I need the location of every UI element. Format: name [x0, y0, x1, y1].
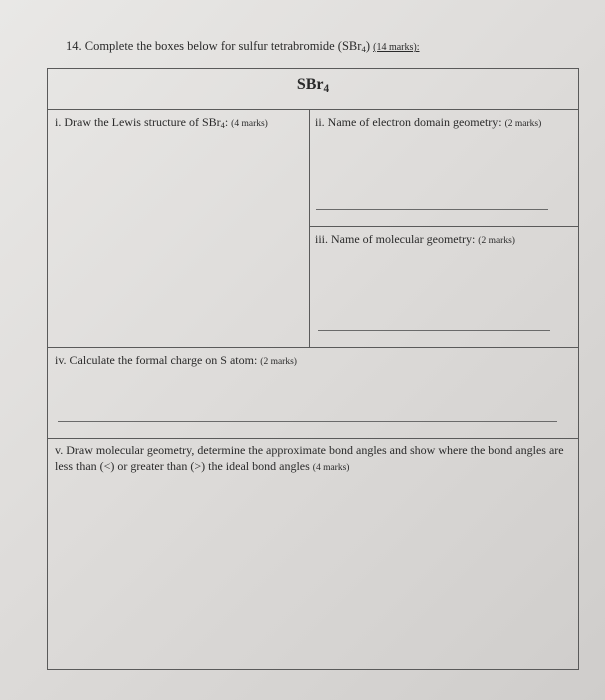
lewis-structure-label	[55, 115, 268, 130]
molecular-geometry-label	[315, 232, 515, 247]
question-text-after: )	[365, 39, 370, 53]
lewis-column-divider	[309, 109, 310, 347]
lewis-label-after: :	[224, 115, 229, 129]
formal-charge-text: iv. Calculate the formal charge on S atom:	[55, 353, 258, 367]
lewis-label-subscript: 4	[220, 121, 225, 131]
electron-domain-label	[315, 115, 541, 130]
molecular-geometry-answer-line[interactable]	[318, 330, 550, 331]
lewis-label-text: i. Draw the Lewis structure of SBr	[55, 115, 221, 129]
formal-charge-marks: (2 marks)	[260, 357, 297, 367]
question-heading	[66, 39, 420, 54]
formal-charge-divider	[48, 347, 578, 348]
table-title-main: SBr	[296, 76, 324, 93]
lewis-marks: (4 marks)	[231, 119, 268, 129]
table-title	[48, 76, 578, 94]
bond-angles-label	[55, 442, 569, 476]
formal-charge-label	[55, 353, 297, 368]
electron-domain-text: ii. Name of electron domain geometry:	[315, 115, 502, 129]
bond-angles-divider	[48, 438, 578, 439]
title-divider	[48, 109, 578, 110]
worksheet-table	[47, 68, 579, 670]
bond-angles-text: v. Draw molecular geometry, determine the approximate bond angles and show where the bond angles are less than (<) or greater than (>) the ideal bond angles	[55, 443, 564, 473]
molecular-geometry-marks: (2 marks)	[478, 236, 515, 246]
question-marks: (14 marks):	[373, 42, 420, 53]
electron-domain-answer-line[interactable]	[316, 209, 548, 210]
geometry-row-divider	[309, 226, 578, 227]
formal-charge-answer-line[interactable]	[58, 421, 557, 422]
question-text: 14. Complete the boxes below for sulfur tetrabromide (SBr	[66, 39, 362, 53]
electron-domain-marks: (2 marks)	[504, 119, 542, 129]
molecular-geometry-text: iii. Name of molecular geometry:	[315, 232, 476, 246]
question-subscript: 4	[361, 44, 366, 55]
table-title-subscript: 4	[323, 82, 330, 95]
bond-angles-marks: (4 marks)	[312, 463, 350, 473]
